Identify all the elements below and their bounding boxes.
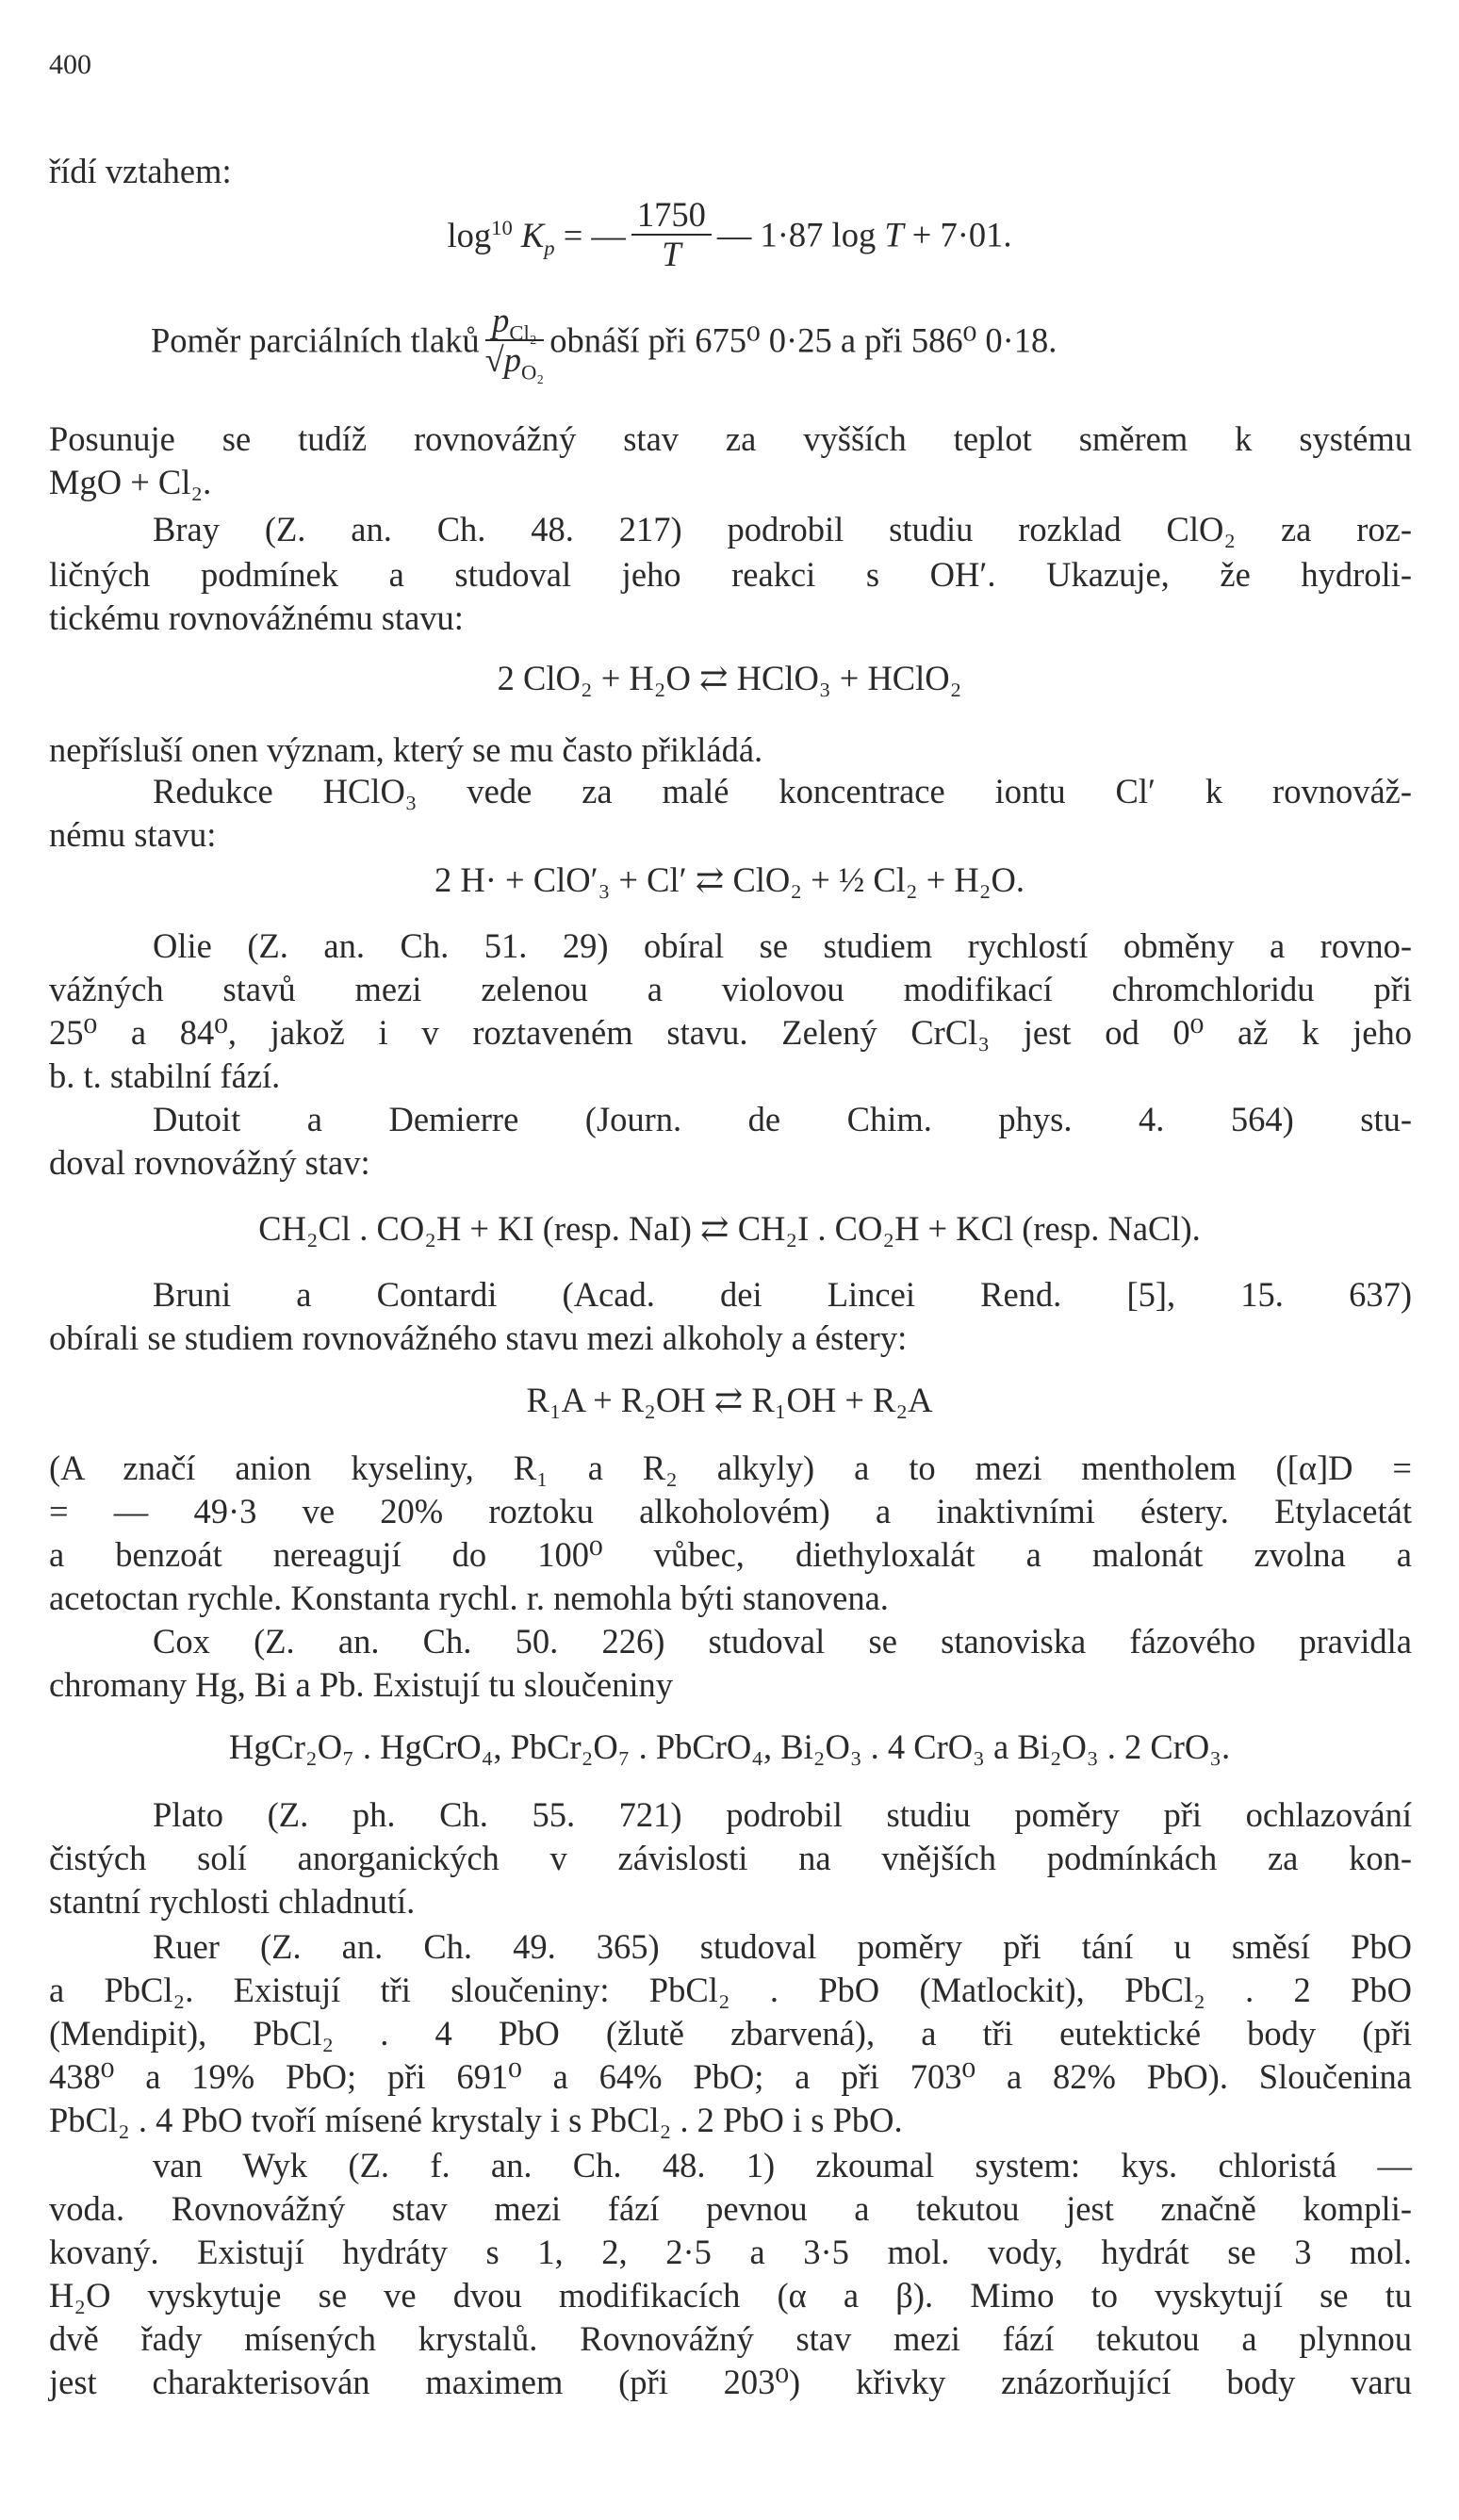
- intro-line: řídí vztahem:: [49, 152, 232, 190]
- page-number: 400: [49, 49, 91, 80]
- equation-1: 2 ClO₂ + H₂O ⇄ HClO₃ + HClO₂: [497, 659, 962, 697]
- equation-4: R₁A + R₂OH ⇄ R₁OH + R₂A: [526, 1381, 933, 1419]
- formula-kp: $\log^{10} K_p$ = — $\frac{1750}{T}$ — 1·87 log T + 7·01.: [447, 195, 1012, 273]
- ratio-line: Poměr parciálních tlaků $\frac{p_{Cl_2}}{√p_{O_2}}$ obnáší při 675⁰ 0·25 a při 586⁰ 0·18.: [151, 301, 1057, 385]
- equation-2: 2 H· + ClO′₃ + Cl′ ⇄ ClO₂ + ½ Cl₂ + H₂O.: [434, 860, 1025, 899]
- formula-log: log: [447, 215, 492, 254]
- ratio-fraction: $\frac{p_{Cl_2}}{√p_{O_2}}$: [484, 301, 545, 385]
- equation-5: HgCr₂O₇ . HgCrO₄, PbCr₂O₇ . PbCrO₄, Bi₂O₃ . 4 CrO₃ a Bi₂O₃ . 2 CrO₃.: [228, 1727, 1231, 1766]
- formula-fraction: $\frac{1750}{T}$: [631, 196, 712, 273]
- equation-3: CH₂Cl . CO₂H + KI (resp. NaI) ⇄ CH₂I . CO₂H + KCl (resp. NaCl).: [258, 1209, 1201, 1248]
